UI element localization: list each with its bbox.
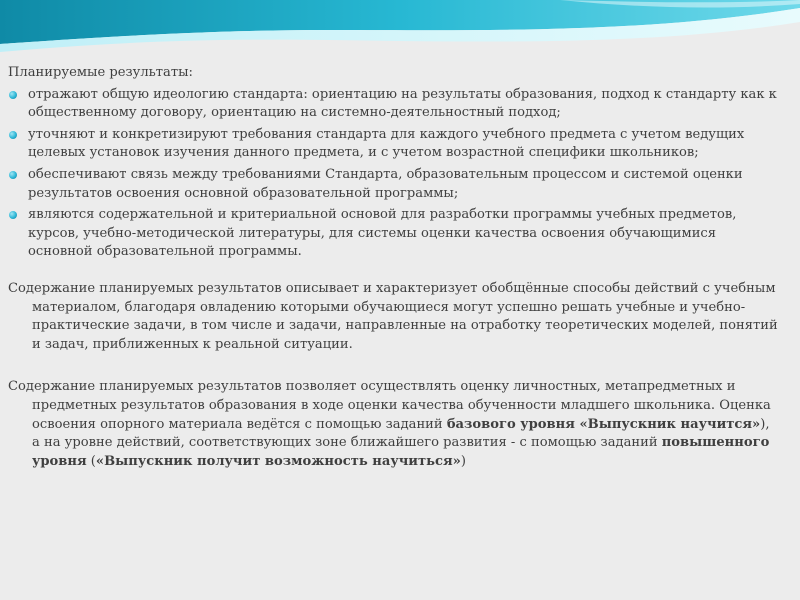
paragraph-assessment-text-d: ): [460, 453, 466, 469]
paragraph-assessment-text-a: Содержание планируемых результатов позволяет осуществлять оценку личностных, метапредметных и предметных результатов образования в ходе оценки качества обученности младшего школьника. Оценка освоения опорного материала ведётся с помощью заданий: [8, 379, 771, 432]
list-item: [8, 166, 780, 203]
paragraph-description: Содержание планируемых результатов описывает и характеризует обобщённые способы действий с учебным материалом, благодаря овладению которыми обучающиеся могут успешно решать учебные и учебно-практические задачи, в том числе и задачи, направленные на отработку теоретических моделей, понятий и задач, приближенных к реальной ситуации.: [8, 280, 778, 352]
paragraph-assessment-bold-advanced-level: повышенного уровня: [32, 435, 770, 469]
list-item: [8, 126, 780, 163]
list-item-text: отражают общую идеологию стандарта: ориентацию на результаты образования, подход к стандарту как к общественному договору, ориентацию на системно-деятельностный подход;: [28, 86, 777, 121]
round-teal-bullet-icon: [9, 91, 17, 99]
bullet-list: [8, 86, 780, 262]
header-wave-decoration: [0, 0, 800, 70]
paragraph-assessment-bold-basic-level: базового уровня «Выпускник научится»: [446, 416, 761, 432]
round-teal-bullet-icon: [9, 211, 17, 219]
paragraph-assessment: [8, 378, 780, 471]
list-item-text: уточняют и конкретизируют требования стандарта для каждого учебного предмета с учетом ведущих целевых установок изучения данного предмета, и с учетом возрастной специфики школьников;: [28, 126, 745, 161]
paragraph-assessment-bold-advanced-quote: «Выпускник получит возможность научиться»: [95, 453, 461, 469]
round-teal-bullet-icon: [9, 131, 17, 139]
list-item: [8, 86, 780, 123]
list-item-text: являются содержательной и критериальной основой для разработки программы учебных предметов, курсов, учебно-методической литературы, для системы оценки качества освоения обучающимися основной образовательной программы.: [28, 207, 737, 260]
section-heading: Планируемые результаты:: [8, 65, 193, 80]
list-item: [8, 206, 780, 262]
round-teal-bullet-icon: [9, 171, 17, 179]
list-item-text: обеспечивают связь между требованиями Стандарта, образовательным процессом и системой оценки результатов освоения основной образовательной программы;: [28, 166, 743, 201]
content-area: [8, 64, 780, 471]
paragraph-assessment-text-b: ), а на уровне действий, соответствующих зоне ближайшего развития - с помощью заданий: [32, 416, 770, 451]
paragraph-assessment-text-c: (: [86, 453, 96, 469]
